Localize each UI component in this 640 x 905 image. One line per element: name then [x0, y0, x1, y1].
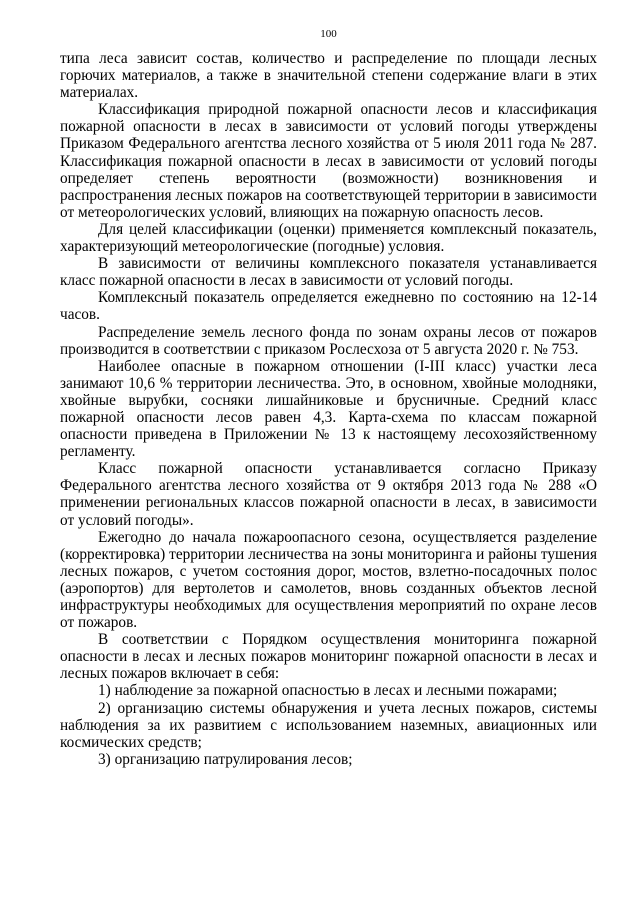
paragraph-monitoring-procedure: В соответствии с Порядком осуществления мониторинга пожарной опасности в лесах и лесных пожаров мониторинг пожарной опасности в лесах и лесных пожаров включает в себя: [60, 631, 597, 683]
paragraph-fire-class-order: Класс пожарной опасности устанавливается согласно Приказу Федерального агентства лесного хозяйства от 9 октября 2013 года № 288 «О применении региональных классов пожарной опасности в лесах, в зависимости от условий погоды». [60, 460, 597, 529]
paragraph-continuation: типа леса зависит состав, количество и распределение по площади лесных горючих материалов, а также в значительной степени содержание влаги в этих материалах. [60, 50, 597, 102]
list-item-2: 2) организацию системы обнаружения и учета лесных пожаров, системы наблюдения за их развитием с использованием наземных, авиационных или космических средств; [60, 699, 597, 751]
page-number: 100 [320, 28, 337, 40]
paragraph-protection-zones: Распределение земель лесного фонда по зонам охраны лесов от пожаров производится в соответствии с приказом Рослесхоза от 5 августа 2020 г. № 753. [60, 323, 597, 358]
paragraph-complex-index: Для целей классификации (оценки) применяется комплексный показатель, характеризующий метеорологические (погодные) условия. [60, 220, 597, 256]
paragraph-fire-class-by-index: В зависимости от величины комплексного показателя устанавливается класс пожарной опасности в лесах в зависимости от условий погоды. [60, 255, 597, 290]
paragraph-monitoring-zones: Ежегодно до начала пожароопасного сезона, осуществляется разделение (корректировка) территории лесничества на зоны мониторинга и районы тушения лесных пожаров, с учетом состояния дорог, мостов, взлетно-посадочных полос (аэропортов) для вертолетов и самолетов, вновь созданных объектов лесной инфраструктуры необходимых для осуществления мероприятий по охране лесов от пожаров. [60, 528, 597, 632]
paragraph-classification-orders: Классификация природной пожарной опасности лесов и классификация пожарной опасности в лесах в зависимости от условий погоды утверждены Приказом Федерального агентства лесного хозяйства от 5 июля 2011 года № 287. Классификация пожарной опасности в лесах в зависимости от условий погоды определяет степень вероятности (возможности) возникновения и распространения лесных пожаров на соответствующей территории в зависимости от метеорологических условий, влияющих на пожарную опасность лесов. [60, 101, 597, 221]
list-item-1: 1) наблюдение за пожарной опасностью в лесах и лесными пожарами; [98, 682, 558, 700]
paragraph-dangerous-areas: Наиболее опасные в пожарном отношении (I-III класс) участки леса занимают 10,6 % территории лесничества. Это, в основном, хвойные молодняки, хвойные вырубки, сосняки лишайниковые и брусничные. Средний класс пожарной опасности лесов равен 4,3. Карта-схема по классам пожарной опасности приведена в Приложении № 13 к настоящему лесохозяйственному регламенту. [60, 357, 597, 461]
paragraph-daily-measurement: Комплексный показатель определяется ежедневно по состоянию на 12-14 часов. [60, 289, 597, 324]
list-item-3: 3) организацию патрулирования лесов; [98, 750, 353, 768]
document-page [60, 28, 597, 768]
